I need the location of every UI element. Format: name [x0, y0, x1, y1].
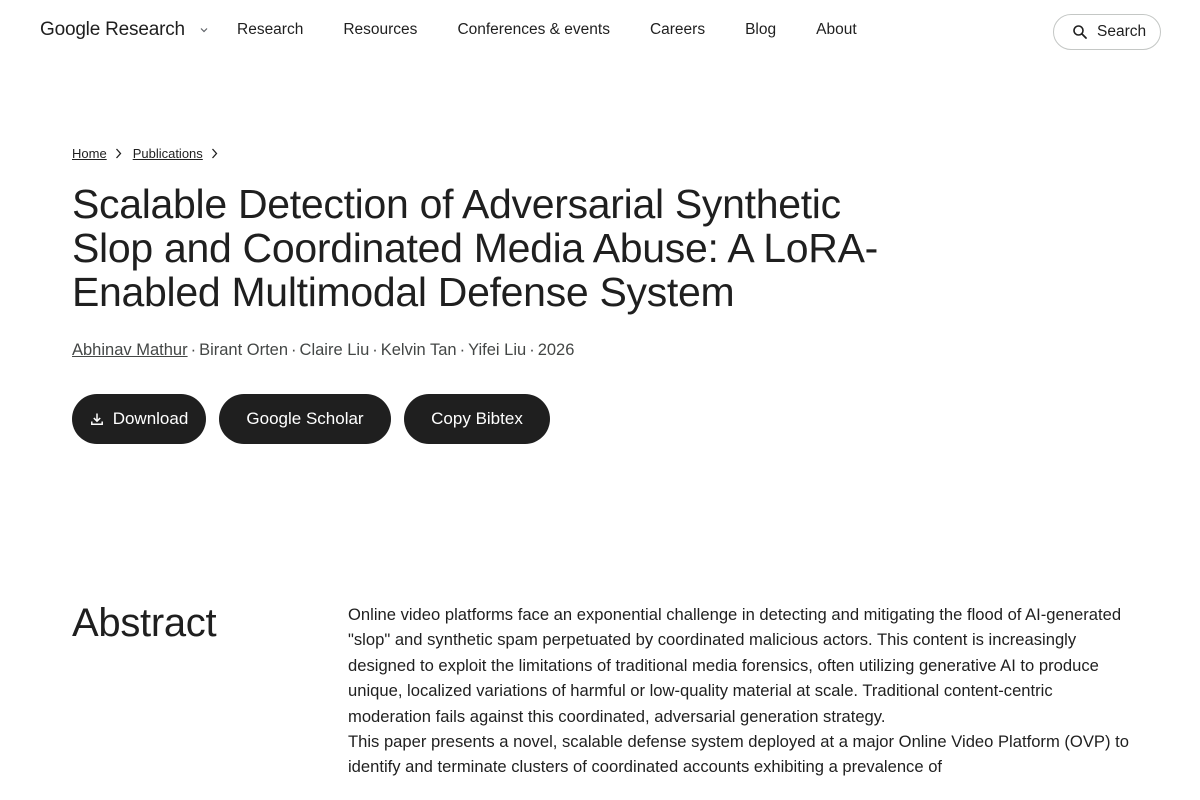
abstract-text [348, 602, 1138, 780]
author-name: Kelvin Tan [380, 341, 457, 359]
abstract-paragraph: This paper presents a novel, scalable defense system deployed at a major Online Video Platform (OVP) to identify and terminate clusters of coordinated accounts exhibiting a prevalence of [348, 732, 1129, 777]
nav-about[interactable]: About [816, 21, 857, 38]
chevron-right-icon [115, 148, 125, 160]
download-label: Download [112, 409, 189, 428]
google-scholar-button[interactable]: Google Scholar [219, 394, 391, 444]
author-list: Abhinav Mathur · Birant Orten · Claire Liu · Kelvin Tan · Yifei Liu · 2026 [72, 341, 575, 359]
nav-conferences-events[interactable]: Conferences & events [457, 21, 610, 38]
abstract-heading: Abstract [72, 601, 217, 645]
download-button[interactable] [72, 394, 206, 444]
author-link[interactable]: Abhinav Mathur [72, 341, 188, 359]
copy-bibtex-button[interactable]: Copy Bibtex [404, 394, 550, 444]
publication-actions [72, 394, 550, 444]
main-nav [237, 21, 857, 39]
top-navigation-bar [0, 0, 1200, 64]
chevron-right-icon [211, 148, 221, 160]
brand-name: Google Research [40, 19, 185, 40]
publication-year: 2026 [537, 341, 575, 359]
breadcrumb-publications[interactable]: Publications [132, 146, 203, 161]
chevron-down-icon[interactable] [195, 21, 213, 39]
download-icon [90, 412, 104, 426]
nav-resources[interactable]: Resources [343, 21, 418, 38]
author-name: Birant Orten [199, 341, 289, 359]
abstract-paragraph: Online video platforms face an exponential challenge in detecting and mitigating the flood of AI-generated "slop" and synthetic spam perpetuated by coordinated malicious actors. This content is increasingly designed to exploit the limitations of traditional media forensics, often utilizing generative AI to produce unique, localized variations of harmful or low-quality material at scale. Traditional content-centric moderation fails against this coordinated, adversarial generation strategy. [348, 605, 1122, 726]
brand-logo[interactable] [40, 19, 213, 41]
search-label: Search [1097, 23, 1147, 40]
nav-research[interactable]: Research [237, 21, 304, 38]
nav-careers[interactable]: Careers [649, 21, 706, 38]
breadcrumb-home[interactable]: Home [72, 146, 107, 161]
breadcrumb [72, 146, 229, 161]
nav-blog[interactable]: Blog [745, 21, 777, 38]
search-icon [1072, 24, 1088, 40]
search-button[interactable] [1053, 14, 1161, 50]
page-title: Scalable Detection of Adversarial Synthetic Slop and Coordinated Media Abuse: A LoRA-Enabled Multimodal Defense System [72, 181, 878, 315]
author-name: Claire Liu [299, 341, 370, 359]
author-name: Yifei Liu [468, 341, 527, 359]
